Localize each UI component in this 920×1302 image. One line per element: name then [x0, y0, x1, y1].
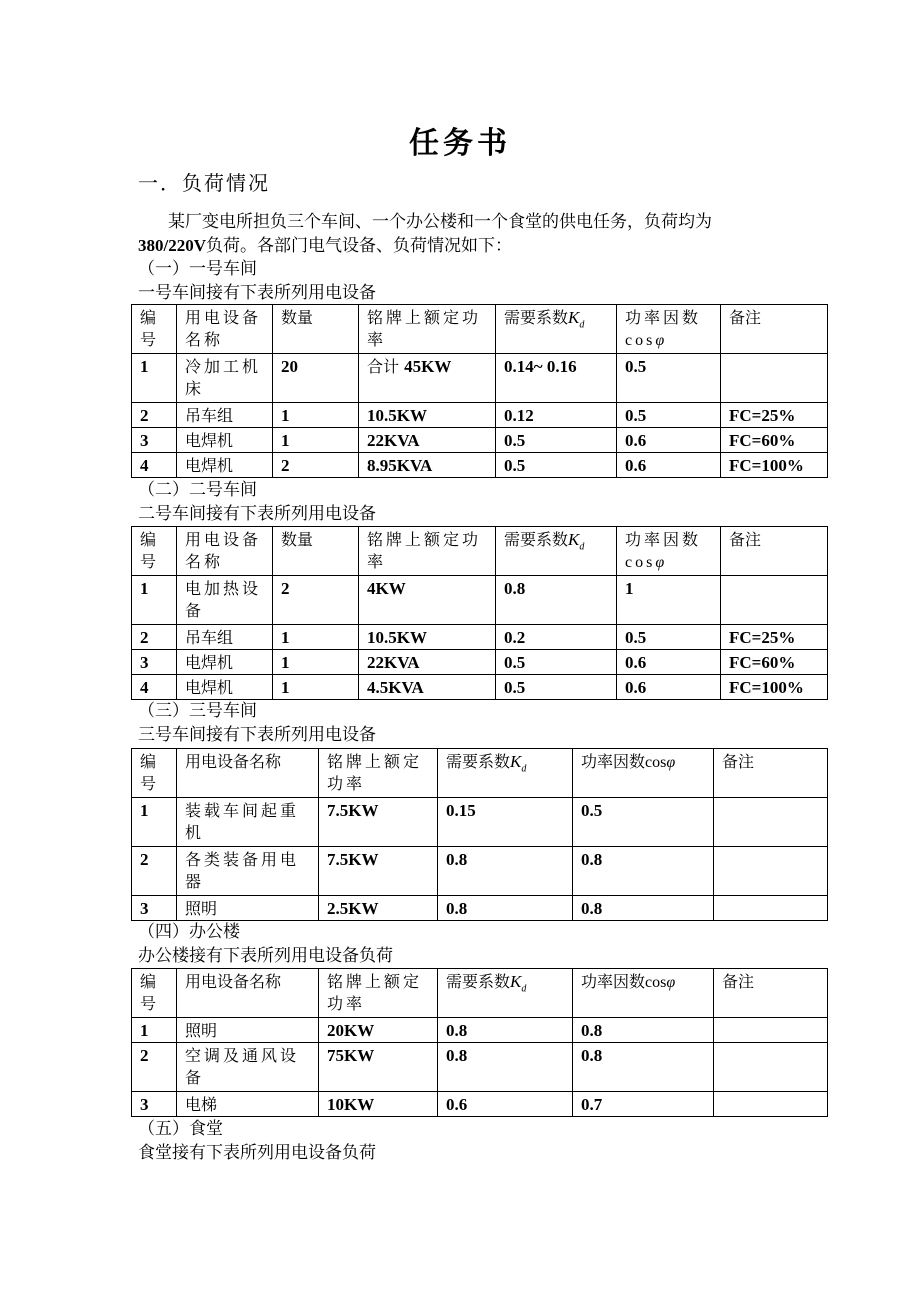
cell-note: FC=60%	[721, 428, 828, 453]
cell-qty: 1	[273, 675, 359, 700]
cell-power: 2.5KW	[319, 896, 438, 921]
cell-power: 7.5KW	[319, 798, 438, 847]
table-row	[132, 354, 828, 403]
workshop1-caption: 一号车间接有下表所列用电设备	[138, 283, 376, 303]
cell-pf: 0.7	[573, 1092, 714, 1117]
cell-no: 1	[132, 576, 177, 625]
cell-kd: 0.5	[496, 650, 617, 675]
workshop2-table	[131, 526, 828, 700]
table-row	[132, 798, 828, 847]
cell-kd: 0.12	[496, 403, 617, 428]
cell-power: 22KVA	[359, 650, 496, 675]
header-kd: 需要系数$K_d$	[496, 305, 617, 354]
cell-pf: 0.6	[617, 428, 721, 453]
cell-pf: 0.5	[573, 798, 714, 847]
table-header-row	[132, 969, 828, 1018]
table-row	[132, 650, 828, 675]
header-kd: 需要系数$K_d$	[438, 749, 573, 798]
header-kd: 需要系数$K_d$	[496, 527, 617, 576]
header-qty: 数量	[273, 305, 359, 354]
cell-note	[714, 847, 828, 896]
cell-power: 10.5KW	[359, 403, 496, 428]
cell-power: 10.5KW	[359, 625, 496, 650]
cell-kd: 0.2	[496, 625, 617, 650]
header-qty: 数量	[273, 527, 359, 576]
cell-name: 电焊机	[177, 428, 273, 453]
workshop1-heading: （一）一号车间	[138, 259, 257, 279]
cell-no: 1	[132, 798, 177, 847]
cell-no: 4	[132, 453, 177, 478]
cell-no: 1	[132, 1018, 177, 1043]
section-heading: 一．负荷情况	[138, 171, 270, 195]
cell-kd: 0.8	[438, 1043, 573, 1092]
canteen-caption: 食堂接有下表所列用电设备负荷	[138, 1143, 376, 1163]
cell-pf: 0.5	[617, 403, 721, 428]
header-name: 用电设备名称	[177, 749, 319, 798]
cell-name: 电焊机	[177, 675, 273, 700]
table-row	[132, 675, 828, 700]
header-pf: 功率因数 cosφ	[617, 527, 721, 576]
header-name: 用电设备名称	[177, 969, 319, 1018]
table-header-row	[132, 749, 828, 798]
header-pf: 功率因数 cosφ	[617, 305, 721, 354]
cell-qty: 1	[273, 428, 359, 453]
cell-power: 8.95KVA	[359, 453, 496, 478]
cell-name: 照明	[177, 1018, 319, 1043]
cell-name: 吊车组	[177, 403, 273, 428]
office-heading: （四）办公楼	[138, 922, 240, 942]
cell-qty: 2	[273, 576, 359, 625]
intro-line-2-rest: 负荷。各部门电气设备、负荷情况如下：	[206, 236, 512, 256]
workshop2-heading: （二）二号车间	[138, 480, 257, 500]
cell-name: 空调及通风设 备	[177, 1043, 319, 1092]
cell-note: FC=25%	[721, 403, 828, 428]
cell-no: 3	[132, 650, 177, 675]
cell-note: FC=25%	[721, 625, 828, 650]
header-note: 备注	[714, 749, 828, 798]
header-note: 备注	[721, 527, 828, 576]
cell-pf: 0.8	[573, 1043, 714, 1092]
table-row	[132, 428, 828, 453]
cell-kd: 0.15	[438, 798, 573, 847]
cell-kd: 0.5	[496, 675, 617, 700]
cell-kd: 0.5	[496, 428, 617, 453]
cell-name: 电焊机	[177, 650, 273, 675]
header-no: 编 号	[132, 969, 177, 1018]
cell-name: 装载车间起重 机	[177, 798, 319, 847]
cell-kd: 0.8	[438, 1018, 573, 1043]
cell-name: 照明	[177, 896, 319, 921]
header-no: 编 号	[132, 305, 177, 354]
table-row	[132, 1043, 828, 1092]
intro-line-1: 某厂变电所担负三个车间、一个办公楼和一个食堂的供电任务，负荷均为	[168, 212, 712, 232]
table-row	[132, 1018, 828, 1043]
table-header-row	[132, 305, 828, 354]
cell-name: 电梯	[177, 1092, 319, 1117]
header-pf: 功率因数cosφ	[573, 969, 714, 1018]
cell-no: 3	[132, 896, 177, 921]
header-power: 铭牌上额定 功率	[319, 749, 438, 798]
header-power: 铭牌上额定 功率	[319, 969, 438, 1018]
cell-pf: 0.6	[617, 453, 721, 478]
cell-no: 3	[132, 1092, 177, 1117]
intro-line-2	[138, 235, 512, 257]
canteen-heading: （五）食堂	[138, 1119, 223, 1139]
table-row	[132, 896, 828, 921]
cell-note	[714, 896, 828, 921]
cell-name: 电焊机	[177, 453, 273, 478]
cell-pf: 0.8	[573, 1018, 714, 1043]
cell-qty: 1	[273, 650, 359, 675]
header-kd: 需要系数$K_d$	[438, 969, 573, 1018]
cell-no: 4	[132, 675, 177, 700]
cell-pf: 0.6	[617, 675, 721, 700]
cell-power: 4.5KVA	[359, 675, 496, 700]
header-name: 用电设备 名称	[177, 527, 273, 576]
cell-pf: 0.6	[617, 650, 721, 675]
header-no: 编 号	[132, 527, 177, 576]
header-note: 备注	[721, 305, 828, 354]
cell-no: 2	[132, 847, 177, 896]
header-name: 用电设备 名称	[177, 305, 273, 354]
cell-power: 合计 45KW	[359, 354, 496, 403]
workshop3-heading: （三）三号车间	[138, 701, 257, 721]
cell-note	[714, 1092, 828, 1117]
cell-pf: 0.5	[617, 625, 721, 650]
cell-no: 3	[132, 428, 177, 453]
cell-note: FC=100%	[721, 453, 828, 478]
cell-note	[714, 1018, 828, 1043]
cell-power: 75KW	[319, 1043, 438, 1092]
cell-power: 7.5KW	[319, 847, 438, 896]
table-row	[132, 625, 828, 650]
cell-kd: 0.8	[496, 576, 617, 625]
workshop3-caption: 三号车间接有下表所列用电设备	[138, 725, 376, 745]
workshop2-caption: 二号车间接有下表所列用电设备	[138, 504, 376, 524]
cell-name: 各类装备用电 器	[177, 847, 319, 896]
cell-no: 1	[132, 354, 177, 403]
header-power: 铭牌上额定功 率	[359, 527, 496, 576]
office-caption: 办公楼接有下表所列用电设备负荷	[138, 946, 393, 966]
cell-qty: 2	[273, 453, 359, 478]
header-no: 编 号	[132, 749, 177, 798]
table-row	[132, 403, 828, 428]
page-title: 任务书	[409, 126, 511, 161]
cell-qty: 20	[273, 354, 359, 403]
cell-name: 冷加工机 床	[177, 354, 273, 403]
workshop1-table	[131, 304, 828, 478]
header-note: 备注	[714, 969, 828, 1018]
cell-power: 10KW	[319, 1092, 438, 1117]
cell-kd: 0.5	[496, 453, 617, 478]
cell-note	[714, 798, 828, 847]
cell-kd: 0.8	[438, 847, 573, 896]
cell-kd: 0.8	[438, 896, 573, 921]
header-pf: 功率因数cosφ	[573, 749, 714, 798]
cell-qty: 1	[273, 403, 359, 428]
table-header-row	[132, 527, 828, 576]
cell-note	[721, 354, 828, 403]
cell-name: 吊车组	[177, 625, 273, 650]
cell-no: 2	[132, 403, 177, 428]
cell-kd: 0.6	[438, 1092, 573, 1117]
cell-note: FC=60%	[721, 650, 828, 675]
table-row	[132, 576, 828, 625]
cell-power: 20KW	[319, 1018, 438, 1043]
table-row	[132, 847, 828, 896]
workshop3-table	[131, 748, 828, 921]
cell-qty: 1	[273, 625, 359, 650]
cell-note	[714, 1043, 828, 1092]
voltage-value: 380/220V	[138, 236, 206, 255]
cell-power: 4KW	[359, 576, 496, 625]
office-table	[131, 968, 828, 1117]
cell-name: 电加热设 备	[177, 576, 273, 625]
cell-pf: 0.5	[617, 354, 721, 403]
table-row	[132, 1092, 828, 1117]
cell-no: 2	[132, 625, 177, 650]
cell-pf: 0.8	[573, 896, 714, 921]
cell-no: 2	[132, 1043, 177, 1092]
cell-pf: 0.8	[573, 847, 714, 896]
header-power: 铭牌上额定功 率	[359, 305, 496, 354]
cell-note: FC=100%	[721, 675, 828, 700]
cell-kd: 0.14~ 0.16	[496, 354, 617, 403]
table-row	[132, 453, 828, 478]
cell-note	[721, 576, 828, 625]
cell-pf: 1	[617, 576, 721, 625]
cell-power: 22KVA	[359, 428, 496, 453]
